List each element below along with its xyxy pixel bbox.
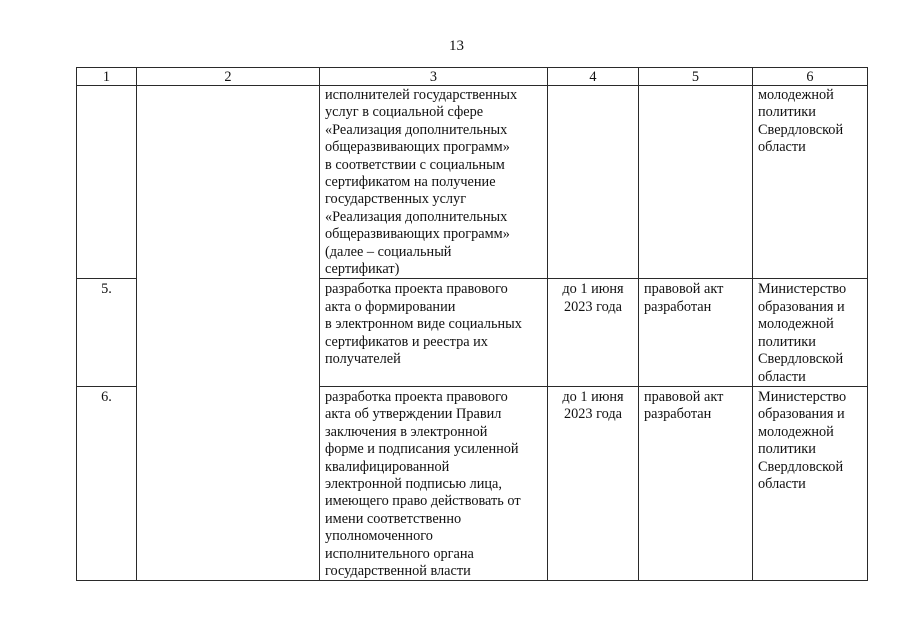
plan-table — [76, 67, 868, 581]
deadline-cell — [548, 386, 639, 580]
row-number: 5. — [101, 281, 112, 298]
measure-cell — [320, 386, 548, 580]
result-text: правовой акт разработан — [644, 281, 724, 315]
row-number-cell — [77, 86, 137, 279]
responsible-text: Министерство образования и молодежной политики Свердловской области — [758, 281, 847, 385]
column-header-4: 4 — [548, 68, 639, 86]
column-header-1: 1 — [77, 68, 137, 86]
table-row — [77, 86, 868, 279]
column-header-3: 3 — [320, 68, 548, 86]
measure-text: разработка проекта правового акта о формировании в электронном виде социальных сертификатов и реестра их получателей — [325, 281, 522, 368]
result-cell — [639, 86, 753, 279]
result-cell — [639, 279, 753, 386]
column-header-5: 5 — [639, 68, 753, 86]
column-header-6: 6 — [753, 68, 868, 86]
result-cell — [639, 386, 753, 580]
page-number: 13 — [449, 38, 464, 54]
responsible-cell — [753, 86, 868, 279]
deadline-cell — [548, 279, 639, 386]
responsible-cell — [753, 386, 868, 580]
event-group-cell — [137, 86, 320, 581]
deadline-cell — [548, 86, 639, 279]
row-number — [77, 86, 136, 87]
responsible-text: Министерство образования и молодежной политики Свердловской области — [758, 388, 847, 492]
row-number-cell — [77, 386, 137, 580]
measure-cell — [320, 279, 548, 386]
row-number: 6. — [101, 388, 112, 405]
responsible-text: молодежной политики Свердловской области — [758, 87, 844, 156]
measure-cell — [320, 86, 548, 279]
column-header-2: 2 — [137, 68, 320, 86]
deadline-text — [548, 86, 638, 87]
event-group-text — [137, 86, 319, 87]
table-header-row — [77, 68, 868, 86]
deadline-text: до 1 июня 2023 года — [562, 281, 624, 315]
measure-text: разработка проекта правового акта об утверждении Правил заключения в электронной форме и подписания усиленной квалифицированной электронной подписью лица, имеющего право действовать от имени соответственно уполномоченного исполнительного органа государственной власти — [325, 388, 521, 579]
deadline-text: до 1 июня 2023 года — [562, 388, 624, 423]
measure-text: исполнителей государственных услуг в социальной сфере «Реализация дополнительных общеразвивающих программ» в соответствии с социальным сертификатом на получение государственных услуг «Реализация дополнительных общеразвивающих программ» (далее – социальный сертификат) — [325, 87, 518, 278]
result-text — [639, 86, 752, 87]
responsible-cell — [753, 279, 868, 386]
row-number-cell — [77, 279, 137, 386]
result-text: правовой акт разработан — [644, 388, 724, 423]
